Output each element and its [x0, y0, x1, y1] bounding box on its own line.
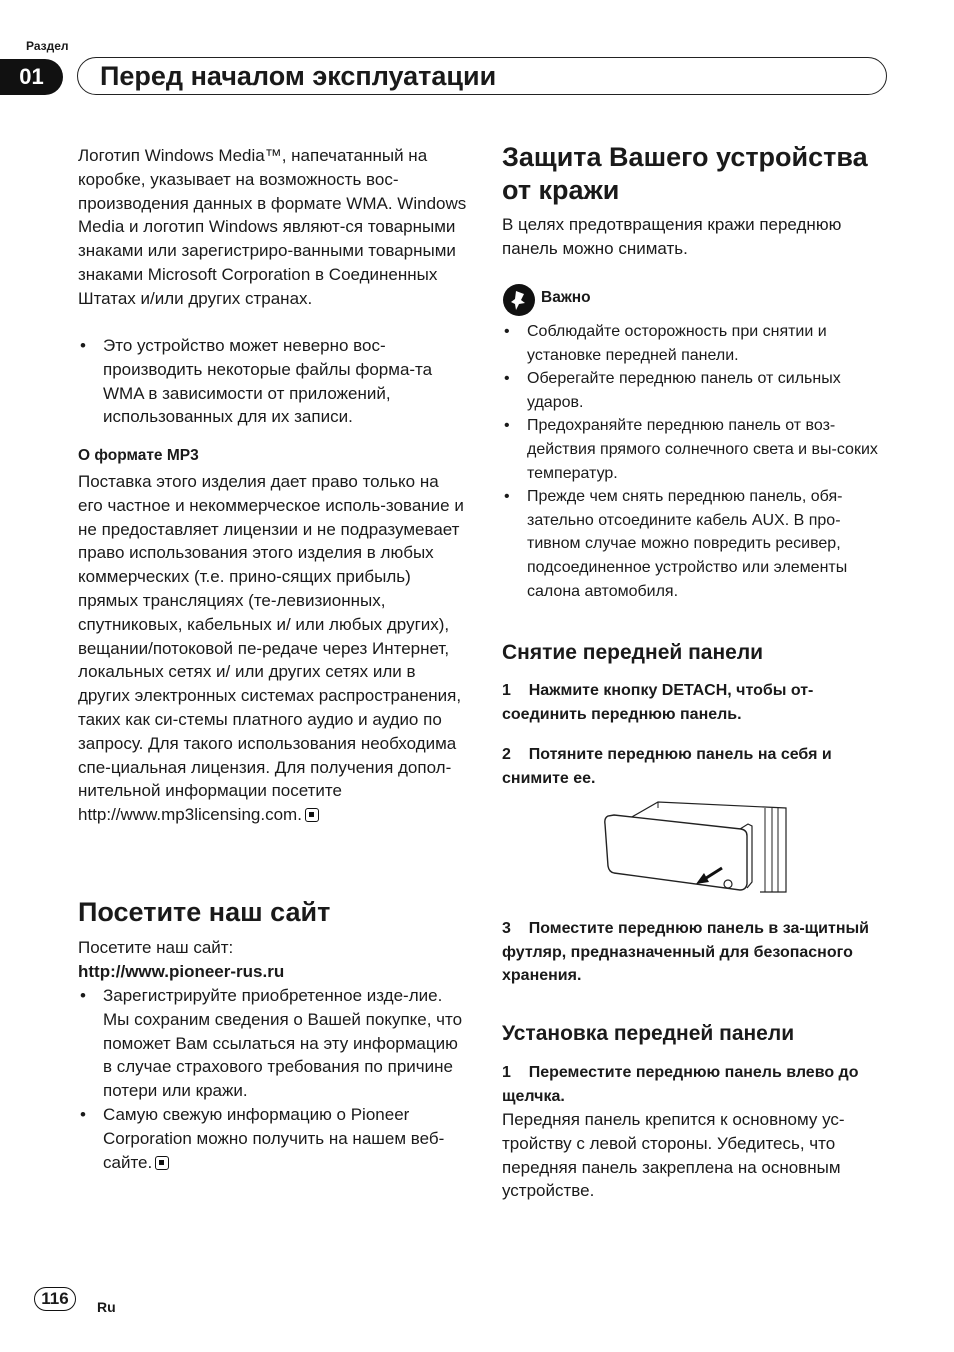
list-item: • Прежде чем снять переднюю панель, обя-зательно отсоедините кабель AUX. В про-тивном случае можно повредить ресивер, подсоединенное устройство или элементы салона автомобиля.: [502, 485, 894, 603]
remove-step-1: 1 Нажмите кнопку DETACH, чтобы от-соединить переднюю панель.: [502, 682, 814, 723]
install-paragraph: Передняя панель крепится к основному ус-тройству с левой стороны. Убедитесь, что передняя панель закреплена на основным устройстве.: [502, 1110, 845, 1201]
list-item: • Оберегайте переднюю панель от сильных ударов.: [502, 367, 894, 414]
page-title: Перед началом эксплуатации: [100, 61, 497, 91]
list-item: • Предохраняйте переднюю панель от воз-действия прямого солнечного света и вы-соких температур.: [502, 414, 894, 485]
wma-paragraph: Логотип Windows Media™, напечатанный на коробке, указывает на возможность вос-производения данных в формате WMA. Windows Media и логотип Windows являют-ся товарными знаками или зарегистриро-ванными товарными знаками Microsoft Corporation в Соединенных Штатах и/или других странах.: [78, 146, 467, 308]
section-number-badge: 01: [0, 59, 63, 95]
site-intro: Посетите наш сайт:: [78, 938, 234, 957]
important-icon: [503, 284, 535, 316]
theft-intro: В целях предотвращения кражи переднюю панель можно снимать.: [502, 215, 842, 258]
install-heading: Установка передней панели: [502, 1022, 795, 1045]
install-step-1: 1 Переместите переднюю панель влево до щелчка.: [502, 1064, 859, 1105]
list-item: • Самую свежую информацию о Pioneer Corporation можно получить на нашем веб-сайте.: [78, 1103, 468, 1174]
site-url-link[interactable]: http://www.pioneer-rus.ru: [78, 962, 285, 981]
section-label: Раздел: [26, 39, 69, 53]
site-heading: Посетите наш сайт: [78, 897, 331, 927]
important-bullet-list: [502, 320, 894, 603]
detach-panel-illustration: [600, 800, 790, 896]
remove-step-2: 2 Потяните переднюю панель на себя и снимите ее.: [502, 746, 832, 787]
site-bullet-list: [78, 984, 468, 1174]
end-mark-icon: [305, 808, 319, 822]
wma-bullet-list: [78, 334, 468, 429]
remove-step-3: 3 Поместите переднюю панель в за-щитный футляр, предназначенный для безопасного хранения.: [502, 920, 870, 984]
mp3-paragraph: Поставка этого изделия дает право только на его частное и некоммерческое исполь-зование и не предоставляет лицензии и не подразумевает право использования этого изделия в любых коммерческих (т.е. прино-сящих прибыль) прямых трансляциях (те-левизионных, спутниковых, кабельных и/ или любых других), вещании/потоковой пе-редаче через Интернет, локальных сетях и/ или других сетях или в других электронных системах распространения, таких как си-стемы платного аудио и аудио по запросу. Для такого использования необходима спе-циальная лицензия. Для получения допол-нительной информации посетите http://www.mp3licensing.com.: [78, 472, 464, 825]
mp3-heading: О формате MP3: [78, 447, 199, 464]
page-number: 116: [34, 1287, 76, 1311]
list-item: • Соблюдайте осторожность при снятии и установке передней панели.: [502, 320, 894, 367]
important-label: Важно: [541, 289, 591, 306]
remove-heading: Снятие передней панели: [502, 641, 764, 664]
language-label: Ru: [97, 1299, 116, 1315]
list-item: • Зарегистрируйте приобретенное изде-лие. Мы сохраним сведения о Вашей покупке, что поможет Вам ссылаться на эту информацию в случае страхового требования по причине потери или кражи.: [78, 984, 468, 1103]
theft-heading: Защита Вашего устройства от кражи: [502, 142, 868, 205]
list-item: • Это устройство может неверно вос-производить некоторые файлы форма-та WMA в зависимости от приложений, использованных для их записи.: [78, 334, 468, 429]
end-mark-icon: [155, 1156, 169, 1170]
